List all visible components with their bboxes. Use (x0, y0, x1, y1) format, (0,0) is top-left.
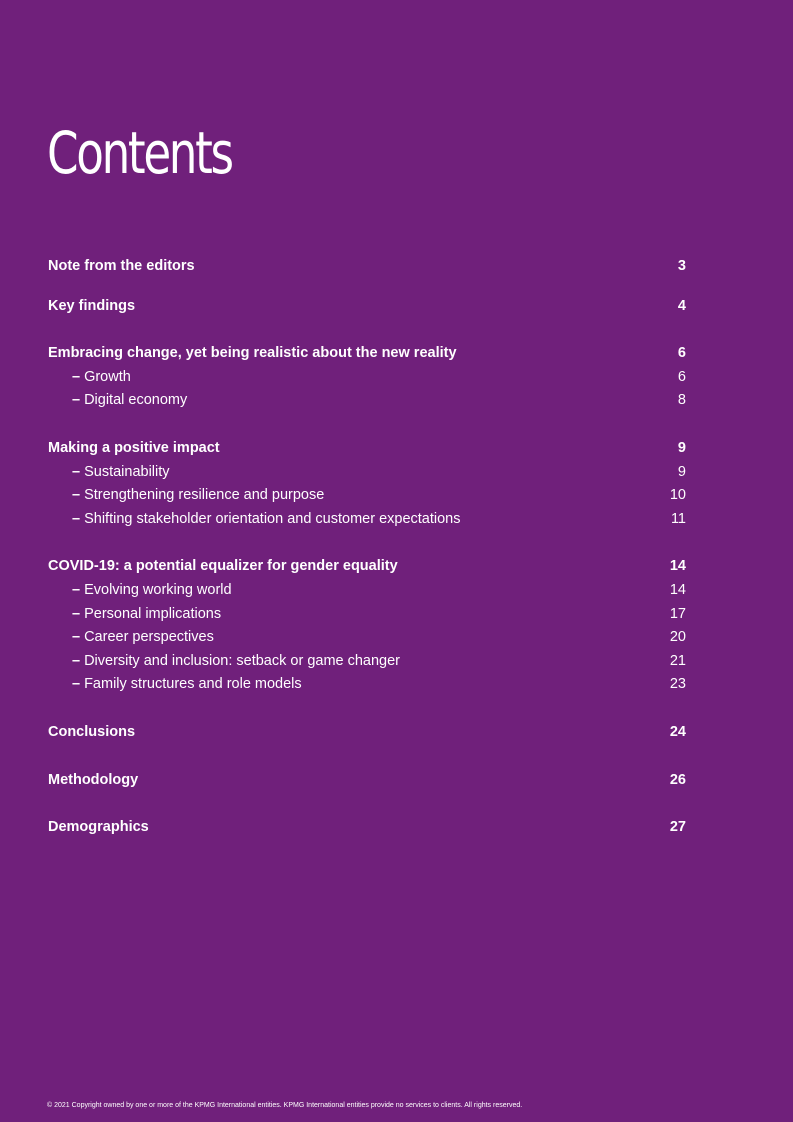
dash-bullet-icon: – (72, 510, 81, 527)
toc-subentry[interactable] (48, 389, 686, 413)
toc-entry[interactable] (48, 255, 686, 279)
dash-bullet-icon: – (72, 605, 81, 622)
page-title: Contents (47, 119, 232, 187)
toc-entry-label: Embracing change, yet being realistic about the new reality (48, 345, 457, 362)
toc-subentry-label: Diversity and inclusion: setback or game changer (84, 652, 401, 669)
toc-section (48, 295, 686, 319)
toc-subentry[interactable] (48, 626, 686, 650)
toc-subentry-page: 9 (677, 463, 686, 480)
toc-subentry[interactable] (48, 366, 686, 390)
toc-subentry-page: 17 (669, 605, 686, 622)
toc-entry-page: 4 (677, 297, 686, 314)
toc-subentry-text (72, 603, 221, 627)
toc-section (48, 769, 686, 793)
copyright-footer: © 2021 Copyright owned by one or more of the KPMG International entities. KPMG International entities provide no services to clients. All rights reserved. (47, 1102, 523, 1109)
dash-bullet-icon: – (72, 581, 81, 598)
table-of-contents (48, 255, 686, 840)
dash-bullet-icon: – (72, 463, 81, 480)
toc-subentry[interactable] (48, 673, 686, 697)
toc-entry-label: Making a positive impact (48, 439, 220, 456)
toc-subentry-page: 6 (677, 368, 686, 385)
toc-section (48, 342, 686, 413)
toc-entry-page: 14 (669, 558, 686, 575)
dash-bullet-icon: – (72, 629, 81, 646)
toc-subentry-label: Growth (84, 368, 131, 385)
toc-subentry-text (72, 461, 170, 485)
toc-section (48, 555, 686, 697)
toc-entry-page: 24 (669, 723, 686, 740)
toc-subentry-label: Family structures and role models (84, 676, 302, 693)
dash-bullet-icon: – (72, 652, 81, 669)
toc-entry-page: 6 (677, 345, 686, 362)
toc-entry-label: Note from the editors (48, 258, 195, 274)
toc-section (48, 721, 686, 745)
toc-entry-label: COVID-19: a potential equalizer for gender equality (48, 558, 398, 575)
toc-entry[interactable] (48, 295, 686, 319)
toc-subentry-text (72, 484, 324, 508)
toc-subentry-text (72, 508, 461, 532)
toc-subentry-label: Personal implications (84, 605, 222, 622)
toc-entry[interactable] (48, 816, 686, 840)
dash-bullet-icon: – (72, 487, 81, 504)
toc-entry-label: Methodology (48, 771, 139, 788)
toc-subentry-text (72, 673, 302, 697)
toc-entry[interactable] (48, 721, 686, 745)
toc-subentry-text (72, 366, 131, 390)
toc-subentry-label: Shifting stakeholder orientation and customer expectations (84, 510, 461, 527)
toc-subentry[interactable] (48, 508, 686, 532)
toc-entry-page: 9 (677, 439, 686, 456)
toc-subentry-page: 8 (677, 392, 686, 409)
toc-subentry[interactable] (48, 603, 686, 627)
toc-subentry-page: 10 (669, 487, 686, 504)
toc-subentry-page: 23 (669, 676, 686, 693)
toc-subentry-label: Sustainability (84, 463, 170, 480)
dash-bullet-icon: – (72, 392, 81, 409)
dash-bullet-icon: – (72, 676, 81, 693)
toc-entry-label: Key findings (48, 297, 136, 314)
toc-entry-label: Conclusions (48, 723, 136, 740)
toc-subentry-page: 21 (669, 652, 686, 669)
toc-subentry-page: 14 (669, 581, 686, 598)
toc-section (48, 816, 686, 840)
toc-entry-page: 27 (669, 819, 686, 836)
toc-subentry-label: Career perspectives (84, 629, 214, 646)
dash-bullet-icon: – (72, 368, 81, 385)
toc-subentry[interactable] (48, 650, 686, 674)
toc-subentry-text (72, 650, 400, 674)
toc-subentry[interactable] (48, 461, 686, 485)
toc-entry[interactable] (48, 342, 686, 366)
toc-section (48, 437, 686, 531)
toc-section (48, 255, 686, 279)
toc-subentry-text (72, 389, 187, 413)
toc-subentry-page: 20 (669, 629, 686, 646)
toc-entry[interactable] (48, 769, 686, 793)
toc-entry[interactable] (48, 555, 686, 579)
toc-subentry[interactable] (48, 579, 686, 603)
toc-subentry-text (72, 579, 232, 603)
toc-subentry[interactable] (48, 484, 686, 508)
toc-entry[interactable] (48, 437, 686, 461)
toc-entry-page: 26 (669, 771, 686, 788)
toc-subentry-page: 11 (670, 510, 686, 527)
toc-entry-page: 3 (677, 258, 686, 274)
toc-subentry-label: Evolving working world (84, 581, 232, 598)
toc-subentry-label: Strengthening resilience and purpose (84, 487, 325, 504)
toc-subentry-text (72, 626, 214, 650)
toc-entry-label: Demographics (48, 819, 149, 836)
toc-subentry-label: Digital economy (84, 392, 188, 409)
